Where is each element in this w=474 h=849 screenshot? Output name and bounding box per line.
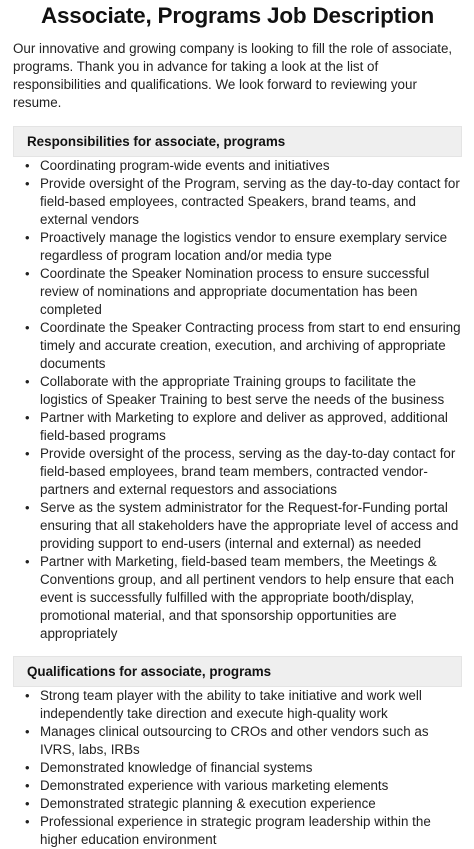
list-item: [13, 723, 462, 759]
list-item-text: Strong team player with the ability to take initiative and work well independently take direction and execute high-quality work: [40, 688, 422, 721]
list-item: [13, 229, 462, 265]
intro-paragraph: Our innovative and growing company is looking to fill the role of associate, programs. Thank you in advance for taking a look at the list of responsibilities and qualifications. We look forward to reviewing your resume.: [13, 41, 453, 110]
list-item-text: Coordinate the Speaker Nomination process to ensure successful review of nominations and appropriate documentation has been completed: [40, 266, 430, 317]
list-item: [13, 553, 462, 643]
list-item: [13, 265, 462, 319]
bullet-icon: •: [25, 266, 30, 281]
bullet-icon: •: [25, 796, 30, 811]
list-item-text: Coordinate the Speaker Contracting process from start to end ensuring timely and accurate creation, execution, and archiving of appropriate documents: [40, 320, 461, 371]
list-item-text: Partner with Marketing, field-based team members, the Meetings & Conventions group, and all pertinent vendors to help ensure that each event is successfully fulfilled with the appropriate booth/display, promotional material, and that sponsorship opportunities are appropriately: [40, 554, 454, 641]
list-item-text: Manages clinical outsourcing to CROs and other vendors such as IVRS, labs, IRBs: [40, 724, 429, 757]
list-item: [13, 499, 462, 553]
bullet-icon: •: [25, 554, 30, 569]
list-item: [13, 409, 462, 445]
bullet-icon: •: [25, 374, 30, 389]
page-title: Associate, Programs Job Description: [40, 3, 435, 28]
bullet-icon: •: [25, 410, 30, 425]
bullet-icon: •: [25, 760, 30, 775]
list-item: [13, 759, 462, 777]
list-item-text: Partner with Marketing to explore and deliver as approved, additional field-based programs: [40, 410, 448, 443]
list-item: [13, 445, 462, 499]
list-item-text: Serve as the system administrator for the Request-for-Funding portal ensuring that all stakeholders have the appropriate level of access and providing support to end-users (internal and external) as needed: [40, 500, 459, 551]
list-item-text: Proactively manage the logistics vendor to ensure exemplary service regardless of program location and/or media type: [40, 230, 448, 263]
bullet-icon: •: [25, 230, 30, 245]
bullet-icon: •: [25, 446, 30, 461]
bullet-icon: •: [25, 320, 30, 335]
list-item: [13, 373, 462, 409]
list-item: [13, 795, 462, 813]
list-item-text: Professional experience in strategic program leadership within the higher education environment: [40, 814, 431, 847]
bullet-icon: •: [25, 500, 30, 515]
list-item: [13, 687, 462, 723]
qualifications-list: [13, 687, 462, 849]
list-item: [13, 319, 462, 373]
list-item: [13, 813, 462, 849]
list-item: [13, 157, 462, 175]
list-item-text: Demonstrated knowledge of financial systems: [40, 760, 313, 775]
list-item-text: Provide oversight of the Program, serving as the day-to-day contact for field-based employees, contracted Speakers, brand teams, and external vendors: [40, 176, 460, 227]
list-item-text: Provide oversight of the process, serving as the day-to-day contact for field-based employees, brand team members, contracted vendor-partners and external requestors and associations: [40, 446, 456, 497]
responsibilities-list: [13, 157, 462, 643]
bullet-icon: •: [25, 814, 30, 829]
bullet-icon: •: [25, 158, 30, 173]
responsibilities-heading: Responsibilities for associate, programs: [27, 134, 286, 149]
list-item: [13, 175, 462, 229]
list-item-text: Demonstrated experience with various marketing elements: [40, 778, 389, 793]
qualifications-header: [13, 656, 462, 687]
bullet-icon: •: [25, 688, 30, 703]
bullet-icon: •: [25, 724, 30, 739]
list-item-text: Demonstrated strategic planning & execution experience: [40, 796, 376, 811]
bullet-icon: •: [25, 778, 30, 793]
list-item-text: Collaborate with the appropriate Training groups to facilitate the logistics of Speaker Training to best serve the needs of the business: [40, 374, 445, 407]
responsibilities-header: [13, 126, 462, 157]
qualifications-heading: Qualifications for associate, programs: [27, 664, 272, 679]
bullet-icon: •: [25, 176, 30, 191]
list-item-text: Coordinating program-wide events and initiatives: [40, 158, 330, 173]
list-item: [13, 777, 462, 795]
